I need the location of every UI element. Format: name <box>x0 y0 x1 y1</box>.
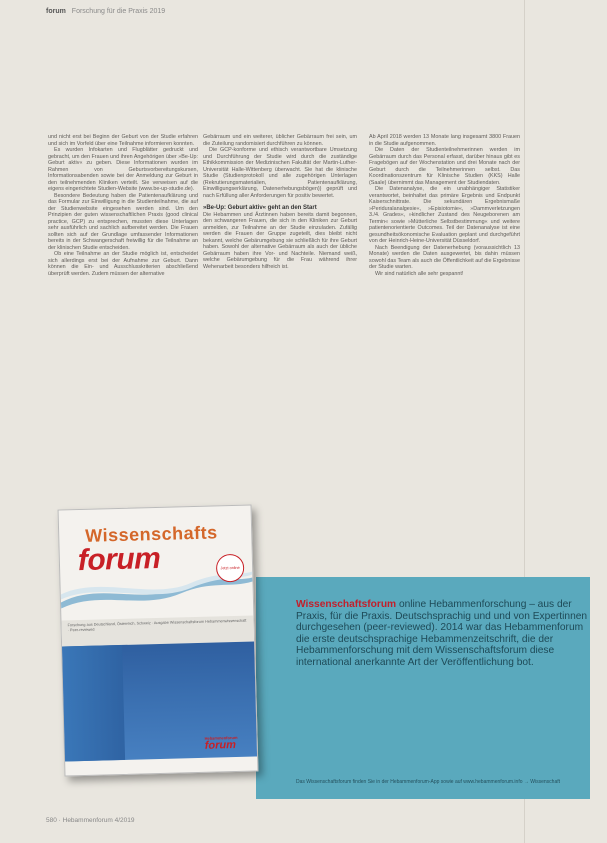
paragraph: und nicht erst bei Beginn der Geburt von der Studie erfahren und sich im Vorfeld über eine Teilnahme informieren konnten. <box>48 134 198 147</box>
paragraph: Die GCP-konforme und ethisch verantwortbare Umsetzung und Durchführung der Studie wird durch die zuständige Ethikkommission der Medizinischen Fakultät der Martin-Luther-Universität Halle-Wittenberg überwacht. Sie hat die klinische Studie (Studienprotokoll und alle zugehörigen Unterlagen (Rekrutierungsmaterialien, Patientenaufklärung, Einwilligungserklärung, Datenerhebungsbögen)) geprüft und nach Erfüllung aller Anforderungen für positiv bewertet. <box>203 147 357 199</box>
magazine-cover-image <box>58 505 259 777</box>
promo-text <box>296 599 588 669</box>
cover-title-top: Wissenschafts <box>84 522 218 546</box>
promo-brand: Wissenschaftsforum <box>296 599 397 610</box>
cover-logo-small: Hebammenforum <box>204 734 238 741</box>
promo-body: online Hebammenforschung – aus der Praxis, für die Praxis. Deutschsprachig und und von Expertinnen durchgesehen (peer-reviewed). 2014 war das Hebammenforum die erste deutschsprachige Hebammenzeitschrift, die der Hebammenforschung mit dem Wissenschaftsforum diese international anerkannte Art der Veröffentlichung bot. <box>296 599 588 668</box>
paragraph: Ab April 2018 werden 13 Monate lang insgesamt 3800 Frauen in die Studie aufgenommen. <box>369 134 520 147</box>
paragraph: Ob eine Teilnahme an der Studie möglich ist, entscheidet sich allerdings erst bei der Aufnahme zur Geburt. Dann können die Ein- und Ausschlusskriterien abschließend überprüft werden. Zudem müssen der alternative <box>48 251 198 277</box>
cover-logo-forum: forum <box>204 738 237 752</box>
paragraph: Die Datenanalyse, die ein unabhängiger Statistiker verantwortet, beinhaltet das primäre Ergebnis und Endpunkt Kaiserschnittrate. Die sekundären Ergebnismaße »Periduralanalgesie«, »Episiotomie«, »Dammverletzungen 3./4. Grades«, »kindlicher Zustand des Neugeborenen am Termin« sowie »Mütterliche Selbstbestimmung« und weitere patientenorientierte Outcomes. Teil der Datenanalyse ist eine gesundheitsökonomische Evaluation geplant und durchgeführt von der Heinrich-Heine-Universität Düsseldorf. <box>369 186 520 244</box>
page-footer: 580 · Hebammenforum 4/2019 <box>46 817 135 824</box>
header-brand: forum <box>46 8 66 15</box>
paragraph: Gebärraum und ein weiterer, üblicher Gebärraum frei sein, um die Zuteilung randomisiert durchführen zu können. <box>203 134 357 147</box>
text-column-1 <box>48 134 198 277</box>
paragraph: Nach Beendigung der Datenerhebung (voraussichtlich 13 Monate) werden die Daten ausgewertet, bis dahin müssen sowohl das Team als auch die Öffentlichkeit auf die Ergebnisse der Studie warten. <box>369 244 520 270</box>
paragraph: Wir sind natürlich alle sehr gespannt! <box>375 270 464 277</box>
cover-badge: Jetzt online <box>216 554 245 583</box>
paragraph: Besondere Bedeutung haben die Patientenaufklärung und das Formular zur Einwilligung in die Studienteilnahme, die auf der Studienwebsite eingesehen werden sind. Um den Prinzipien der guten wissenschaftlichen Praxis (good clinical practice, GCP) zu entsprechen, mussten diese Unterlagen sehr ausführlich und sachlich aufbereitet werden. Die Frauen sollten sich auf der Grundlage umfassender Informationen bereits in der Schwangerschaft freiwillig für die Teilnahme an der klinischen Studie entscheiden. <box>48 192 198 251</box>
promo-footnote: Das Wissenschaftsforum finden Sie in der Hebammenforum-App sowie auf www.hebammenforum.info → Wissenschaft <box>296 779 560 785</box>
cover-title-main: forum <box>77 541 161 578</box>
paragraph: Die Daten der Studienteilnehmerinnen werden im Gebärraum durch das Personal erfasst, darüber hinaus gibt es Fragebögen auf der Wochenstation und drei Monate nach der Geburt durch die Teilnehmerinnen selbst. Das Koordinationszentrum für Klinische Studien (KKS) Halle (Saale) übernimmt das Management der Studiendaten. <box>369 147 520 186</box>
paragraph: Die Hebammen und Ärztinnen haben bereits damit begonnen, den schwangeren Frauen, die sich in den Kliniken zur Geburt anmelden, zur Teilnahme an der Studie einzuladen. Zufällig werden die Frauen der Gruppe zugeteilt, dies bleibt nicht bekannt, welche Gebärumgebung sie schließlich für ihre Geburt haben. Sowohl der alternative Gebärraum als auch der übliche Gebärraum haben ihre Vor- und Nachteile. Niemand weiß, welche Gebärumgebung für die Frau während ihrer Wehenarbeit besonders hilfreich ist. <box>203 211 357 270</box>
cover-info-band: Forschung aus Deutschland, Österreich, Schweiz · Ausgabe Wissenschaftsforum Hebammenwissenschaft · Peer-reviewed <box>61 615 254 646</box>
cover-photo-fold <box>62 645 125 762</box>
cover-logo <box>205 735 238 752</box>
section-subheading: »Be-Up: Geburt aktiv« geht an den Start <box>203 205 317 211</box>
running-header <box>46 8 165 15</box>
paragraph: Es wurden Infokarten und Flugblätter gedruckt und gebracht, um den Frauen und ihren Angehörigen über »Be-Up: Geburt aktiv« zu geben. Diese Informationen wurden im Rahmen von Geburtsvorbereitungskursen, Informationsabenden sowie bei der Anmeldung zur Geburt in den teilnehmenden Kliniken verteilt. Sie verweisen auf die eigens eingerichtete Studien-Website (www.be-up-studie.de). <box>48 147 198 192</box>
text-column-2 <box>203 134 357 270</box>
text-column-3 <box>369 134 520 277</box>
header-section: Forschung für die Praxis 2019 <box>71 8 166 15</box>
